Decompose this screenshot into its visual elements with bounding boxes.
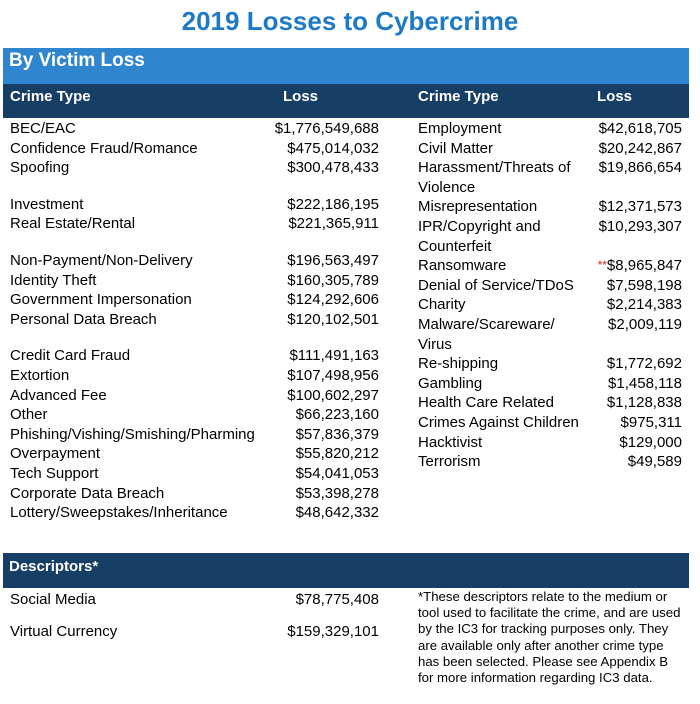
loss-value: $19,866,654 xyxy=(598,159,682,177)
crime-type: Other xyxy=(10,406,48,424)
crime-type: Phishing/Vishing/Smishing/Pharming xyxy=(10,425,255,443)
loss-value: $100,602,297 xyxy=(287,386,379,404)
loss-value: $1,458,118 xyxy=(608,374,682,392)
table-row xyxy=(10,503,379,523)
table-row xyxy=(418,256,682,276)
loss-value: $300,478,433 xyxy=(287,159,379,177)
loss-value: $129,000 xyxy=(619,433,682,451)
loss-value: $12,371,573 xyxy=(598,198,682,216)
table-header xyxy=(3,84,689,118)
loss-value: $10,293,307 xyxy=(598,217,682,235)
descriptor-type: Social Media xyxy=(10,591,96,608)
loss-value: $57,836,379 xyxy=(295,425,379,443)
loss-value: $66,223,160 xyxy=(295,406,379,424)
table-row xyxy=(418,197,682,217)
loss-value: $196,563,497 xyxy=(287,251,379,269)
loss-value: $160,305,789 xyxy=(287,271,379,289)
loss-value: $55,820,212 xyxy=(295,445,379,463)
table-row xyxy=(418,276,682,296)
section-header-victim-loss xyxy=(3,48,689,84)
column-header-crime-type-left: Crime Type xyxy=(10,88,91,105)
crime-type: Health Care Related xyxy=(418,394,554,412)
table-row xyxy=(418,119,682,139)
loss-value: $2,214,383 xyxy=(606,296,682,314)
loss-value: $8,965,847 xyxy=(606,257,682,275)
crime-type: Malware/Scareware/ Virus xyxy=(418,315,555,353)
section-title: By Victim Loss xyxy=(9,50,145,71)
crime-type: Corporate Data Breach xyxy=(10,484,165,502)
crime-type: Confidence Fraud/Romance xyxy=(10,139,198,157)
loss-value: $159,329,101 xyxy=(287,623,379,640)
loss-value: $1,772,692 xyxy=(606,355,682,373)
table-row xyxy=(418,354,682,374)
table-row xyxy=(10,444,379,464)
left-crime-list xyxy=(10,119,379,523)
crime-type: Personal Data Breach xyxy=(10,310,157,328)
section-header-descriptors xyxy=(3,553,689,587)
table-row xyxy=(10,158,379,178)
table-row xyxy=(418,393,682,413)
table-row xyxy=(10,271,379,291)
table-row xyxy=(418,139,682,159)
crime-type: Gambling xyxy=(418,374,483,392)
table-row xyxy=(10,386,379,406)
table-row xyxy=(10,366,379,386)
loss-value: $975,311 xyxy=(620,413,682,431)
table-row xyxy=(418,295,682,315)
table-row xyxy=(10,139,379,159)
loss-value: $222,186,195 xyxy=(287,195,379,213)
divider xyxy=(3,587,689,588)
crime-type: Denial of Service/TDoS xyxy=(418,276,574,294)
crime-type: Hacktivist xyxy=(418,433,483,451)
table-row xyxy=(10,484,379,504)
table-row xyxy=(10,195,379,215)
crime-type: Advanced Fee xyxy=(10,386,107,404)
crime-type: Lottery/Sweepstakes/Inheritance xyxy=(10,504,228,522)
loss-value: $111,491,163 xyxy=(289,347,379,365)
crime-type: Harassment/Threats of Violence xyxy=(418,159,571,196)
loss-value: $107,498,956 xyxy=(287,366,379,384)
loss-value: $48,642,332 xyxy=(295,504,379,522)
table-row xyxy=(10,346,379,366)
crime-type: Government Impersonation xyxy=(10,291,192,309)
loss-value: $124,292,606 xyxy=(287,291,379,309)
descriptor-type: Virtual Currency xyxy=(10,623,118,640)
crime-type: Terrorism xyxy=(418,453,481,471)
descriptor-footnote: *These descriptors relate to the medium or tool used to facilitate the crime, and are used by the IC3 for tracking purposes only. They are available only after another crime type has been selected. Please see Appendix B for more information regarding IC3 data. xyxy=(418,589,681,686)
crime-type: IPR/Copyright and Counterfeit xyxy=(418,217,541,255)
crime-type: Non-Payment/Non-Delivery xyxy=(10,251,193,269)
loss-value: $42,618,705 xyxy=(598,120,682,137)
crime-type: Credit Card Fraud xyxy=(10,347,131,365)
crime-type: Tech Support xyxy=(10,464,99,482)
crime-type: Crimes Against Children xyxy=(418,413,579,431)
loss-value: $49,589 xyxy=(627,453,682,471)
crime-type: Spoofing xyxy=(10,159,70,177)
table-row xyxy=(10,425,379,445)
table-row xyxy=(418,433,682,453)
table-row xyxy=(418,315,682,354)
table-row xyxy=(418,413,682,433)
loss-value: $120,102,501 xyxy=(287,310,379,328)
loss-value: $475,014,032 xyxy=(287,139,379,157)
table-row xyxy=(10,405,379,425)
loss-value: $54,041,053 xyxy=(295,464,379,482)
table-row xyxy=(418,374,682,394)
crime-type: Ransomware xyxy=(418,257,507,275)
column-header-loss-left: Loss xyxy=(283,88,319,105)
loss-value: $20,242,867 xyxy=(598,139,682,157)
crime-type: Investment xyxy=(10,195,84,213)
table-row xyxy=(10,464,379,484)
crime-type: Re-shipping xyxy=(418,355,499,373)
crime-type: Overpayment xyxy=(10,445,101,463)
table-row xyxy=(10,590,379,622)
column-header-loss-right: Loss xyxy=(597,88,633,105)
page-title: 2019 Losses to Cybercrime xyxy=(181,6,519,36)
descriptor-list xyxy=(10,590,379,654)
crime-type: Charity xyxy=(418,296,466,314)
crime-type: Identity Theft xyxy=(10,271,97,289)
table-row xyxy=(10,310,379,330)
table-row xyxy=(10,251,379,271)
table-row xyxy=(418,158,682,197)
table-row xyxy=(10,622,379,654)
table-row xyxy=(10,214,379,234)
loss-value: $1,776,549,688 xyxy=(274,120,379,137)
loss-value: $53,398,278 xyxy=(295,484,379,502)
loss-value: $221,365,911 xyxy=(288,215,379,233)
crime-type: Real Estate/Rental xyxy=(10,215,136,233)
footnote-marker: ** xyxy=(597,258,607,273)
crime-type: Civil Matter xyxy=(418,139,494,157)
crime-type: Extortion xyxy=(10,366,70,384)
table-row xyxy=(10,119,379,139)
crime-type: BEC/EAC xyxy=(10,120,76,137)
loss-value: $1,128,838 xyxy=(606,394,682,412)
section-title: Descriptors* xyxy=(9,558,99,575)
loss-value: $2,009,119 xyxy=(608,315,682,333)
table-row xyxy=(418,217,682,256)
crime-type: Misrepresentation xyxy=(418,198,538,216)
crime-type: Employment xyxy=(418,120,502,137)
right-crime-list xyxy=(418,119,682,472)
table-row xyxy=(10,290,379,310)
loss-value: $78,775,408 xyxy=(295,591,379,608)
loss-value: $7,598,198 xyxy=(606,276,682,294)
table-row xyxy=(418,452,682,472)
column-header-crime-type-right: Crime Type xyxy=(418,88,499,105)
